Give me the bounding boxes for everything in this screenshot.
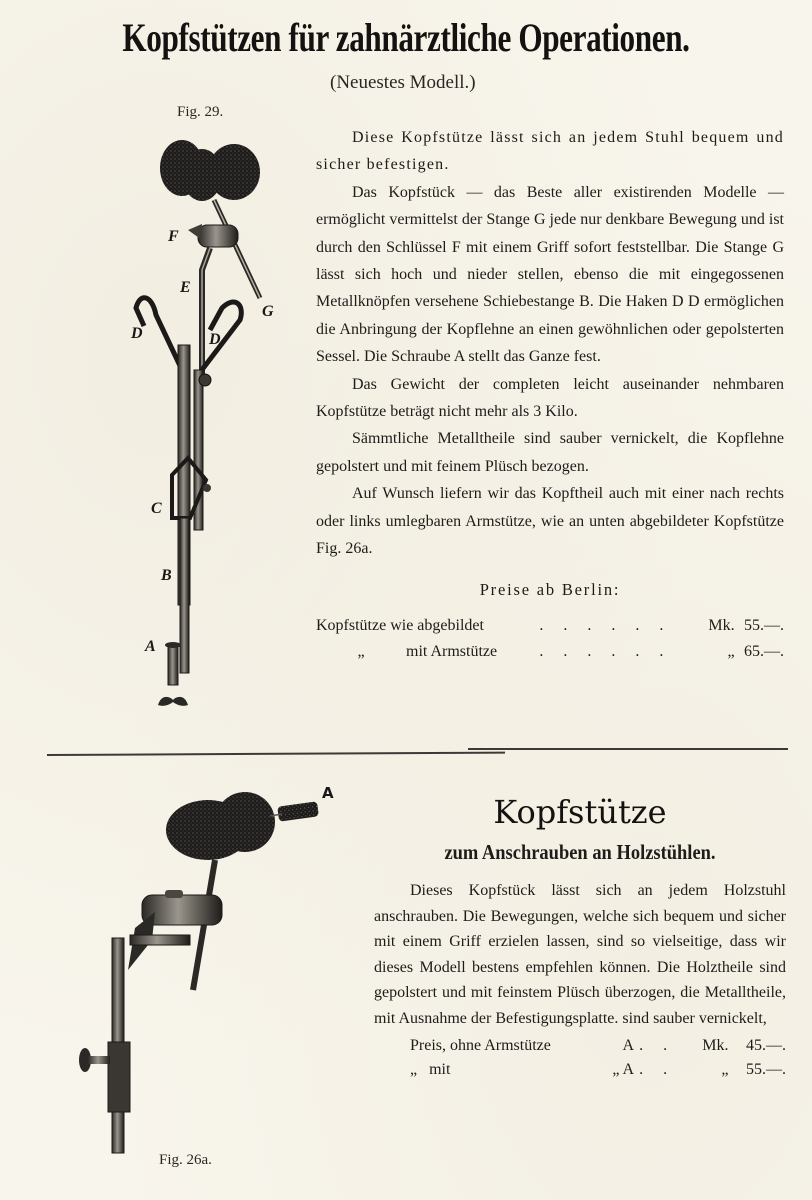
price-leader: . . . . . . xyxy=(539,642,672,660)
label-A-fig26a: A xyxy=(322,784,334,802)
ditto-mark: „ xyxy=(410,1060,418,1078)
paragraph: Dieses Kopfstück lässt sich an jedem Holzstuhl anschrauben. Die Bewegungen, welche sich bequem und sicher mit einem Griff erzielen lassen, sind so vielseitige, dass wir dieses Modell bestens empfehlen können. Die Holztheile sind gepolstert und mit feinstem Plüsch überzogen, die Metalltheile, mit Ausnahme der Befestigungsplatte. sind sauber vernickelt, xyxy=(374,882,786,1027)
price-item: Kopfstütze wie abgebildet xyxy=(316,616,484,634)
price-list xyxy=(410,1034,786,1082)
price-value: 55.—. xyxy=(746,1060,786,1078)
headrest-cushion xyxy=(160,140,260,201)
price-value: 55.—. xyxy=(744,616,784,634)
mounting-plate xyxy=(79,1042,130,1112)
section-divider xyxy=(468,748,788,750)
headrest-cushion xyxy=(166,792,275,860)
price-leader: . . xyxy=(639,1036,676,1054)
slide-bar-b xyxy=(180,518,189,673)
figure-26a-caption: Fig. 26a. xyxy=(159,1152,212,1168)
section2-description xyxy=(374,878,786,1032)
rod-g xyxy=(214,200,260,298)
section2 xyxy=(374,790,786,1082)
key-f-clamp xyxy=(188,224,238,247)
ditto-mark: „ xyxy=(357,642,365,660)
section1 xyxy=(316,124,784,665)
price-item-cell xyxy=(316,613,539,639)
label-D-left: D xyxy=(131,325,143,342)
page-subtitle: (Neuestes Modell.) xyxy=(330,72,476,93)
paragraph: Diese Kopfstütze lässt sich an jedem Stuhl bequem und sicher befestigen. xyxy=(316,129,784,174)
paragraph: Auf Wunsch liefern wir das Kopftheil auch mit einer nach rechts oder links umlegbaren Armstütze, wie an unten abgebildeter Kopfstütze Fig. 26a. xyxy=(316,485,784,558)
price-list xyxy=(316,613,784,665)
figure-29-caption: Fig. 29. xyxy=(177,104,224,120)
price-value: 65.—. xyxy=(744,642,784,660)
price-label: Preis, ohne Armstütze xyxy=(410,1036,551,1054)
headrest-illustration-fig26a xyxy=(60,780,350,1155)
swivel-clamp xyxy=(128,890,222,970)
label-B: B xyxy=(161,567,172,584)
label-G: G xyxy=(262,303,274,320)
label-A: A xyxy=(145,638,156,655)
price-row xyxy=(316,639,784,665)
label-F: F xyxy=(168,228,179,245)
paragraph: Sämmtliche Metalltheile sind sauber vernickelt, die Kopflehne gepolstert und mit feinem Plüsch bezogen. xyxy=(316,430,784,475)
ditto-placeholder xyxy=(612,1034,622,1058)
price-label: mit xyxy=(429,1060,451,1078)
section2-title: Kopfstütze xyxy=(493,793,667,831)
armrest-a xyxy=(270,801,319,821)
price-variant: A xyxy=(622,1036,635,1054)
price-leader: . . . . . . xyxy=(539,616,672,634)
price-value: 45.—. xyxy=(746,1036,786,1054)
price-currency: „ xyxy=(721,1060,729,1078)
price-item-cell xyxy=(316,639,539,665)
section-divider xyxy=(47,752,505,756)
label-C: C xyxy=(151,500,162,517)
section1-description xyxy=(316,124,784,563)
price-currency: Mk. xyxy=(702,1036,729,1054)
price-item: mit Armstütze xyxy=(406,642,498,660)
prices-heading: Preise ab Berlin: xyxy=(479,579,621,599)
section2-subtitle: zum Anschrauben an Holzstühlen. xyxy=(444,840,716,864)
label-D-right: D xyxy=(209,331,221,348)
price-row xyxy=(410,1034,786,1058)
paragraph: Das Gewicht der completen leicht auseinander nehmbaren Kopfstütze beträgt nicht mehr als 3 Kilo. xyxy=(316,375,784,421)
price-variant: A xyxy=(622,1060,635,1078)
headrest-illustration-fig29 xyxy=(110,130,300,730)
price-row xyxy=(316,613,784,639)
ditto-mark: „ xyxy=(612,1060,620,1078)
price-label-cell xyxy=(410,1058,612,1082)
price-row xyxy=(410,1058,786,1082)
price-currency: „ xyxy=(727,642,735,660)
label-E: E xyxy=(180,279,191,296)
page-title: Kopfstützen für zahnärztliche Operationen. xyxy=(122,15,690,60)
price-currency: Mk. xyxy=(708,616,735,634)
paragraph: Das Kopfstück — das Beste aller existirenden Modelle — ermöglicht vermittelst der Stange G jede nur denkbare Bewegung und ist durch den Schlüssel F mit einem Griff sofort feststellbar. Die Stange G lässt sich hoch und nieder stellen, ebenso die mit eingegossenen Metallknöpfen versehene Schiebestange B. Die Haken D D ermöglichen die Anbringung der Kopflehne an einen gewöhnlichen oder gepolsterten Sessel. Die Schraube A stellt das Ganze fest. xyxy=(316,183,784,366)
price-leader: . . xyxy=(639,1060,676,1078)
